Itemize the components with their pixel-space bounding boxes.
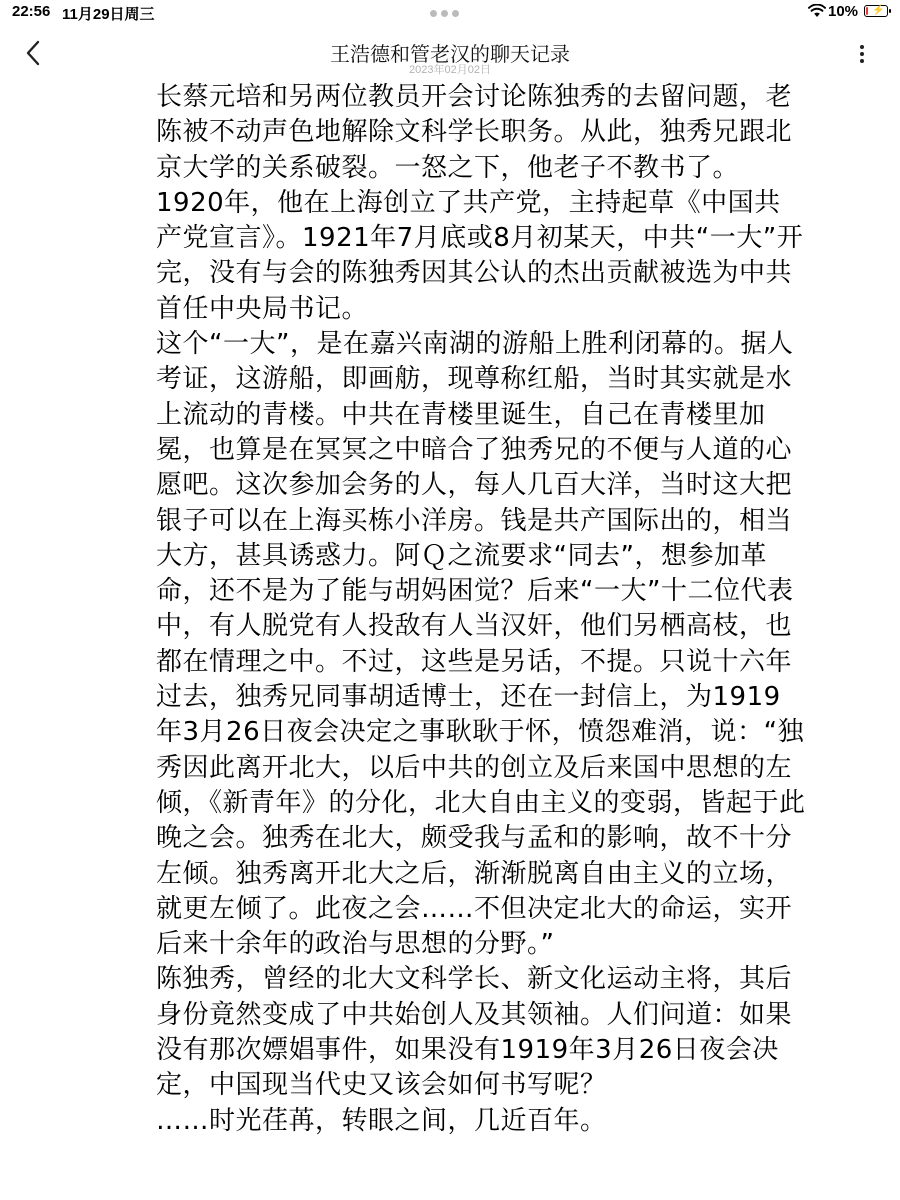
- article-paragraph: 长蔡元培和另两位教员开会讨论陈独秀的去留问题，老陈被不动声色地解除文科学长职务。从此，独秀兄跟北京大学的关系破裂。一怒之下，他老子不教书了。1920年，他在上海创立了共产党，主持起草《中国共产党宣言》。1921年7月底或8月初某天，中共“一大”开完，没有与会的陈独秀因其公认的杰出贡献被选为中共首任中央局书记。: [156, 82, 804, 324]
- status-date: 11月29日周三: [62, 6, 155, 23]
- article-body: [156, 80, 806, 1139]
- multitask-dots-icon[interactable]: [430, 4, 470, 18]
- battery-percent: 10%: [828, 3, 859, 20]
- article-paragraph: 陈独秀，曾经的北大文科学长、新文化运动主将，其后身份竟然变成了中共始创人及其领袖。人们问道：如果没有那次嫖娼事件，如果没有1919年3月26日夜会决定，中国现当代史又该会如何书写呢？: [156, 964, 793, 1101]
- page-date: 2023年02月02日: [409, 64, 491, 76]
- battery-level: [866, 7, 868, 15]
- status-bar: [0, 0, 900, 26]
- article-paragraph: ……时光荏苒，转眼之间，几近百年。: [156, 1105, 607, 1136]
- status-time: 22:56: [12, 3, 51, 20]
- article-paragraph: 这个“一大”，是在嘉兴南湖的游船上胜利闭幕的。据人考证，这游船，即画舫，现尊称红船，当时其实就是水上流动的青楼。中共在青楼里诞生，自己在青楼里加冕，也算是在冥冥之中暗合了独秀兄的不便与人道的心愿吧。这次参加会务的人，每人几百大洋，当时这大把银子可以在上海买栋小洋房。钱是共产国际出的，相当大方，甚具诱惑力。阿Ｑ之流要求“同去”，想参加革命，还不是为了能与胡妈困觉？后来“一大”十二位代表中，有人脱党有人投敌有人当汉奸，他们另栖高枝，也都在情理之中。不过，这些是另话，不提。只说十六年过去，独秀兄同事胡适博士，还在一封信上，为1919年3月26日夜会决定之事耿耿于怀，愤怨难消，说：“独秀因此离开北大，以后中共的创立及后来国中思想的左倾，《新青年》的分化，北大自由主义的变弱，皆起于此晚之会。独秀在北大，颇受我与孟和的影响，故不十分左倾。独秀离开北大之后，渐渐脱离自由主义的立场，就更左倾了。此夜之会……不但决定北大的命运，实开后来十余年的政治与思想的分野。”: [156, 329, 806, 960]
- battery-charging-icon: [864, 5, 888, 17]
- page-title: 王浩德和管老汉的聊天记录: [330, 42, 570, 66]
- more-vertical-icon[interactable]: [850, 42, 874, 66]
- wifi-icon: [808, 4, 826, 18]
- nav-bar: [0, 28, 900, 78]
- charging-bolt-icon: ⚡: [872, 5, 885, 16]
